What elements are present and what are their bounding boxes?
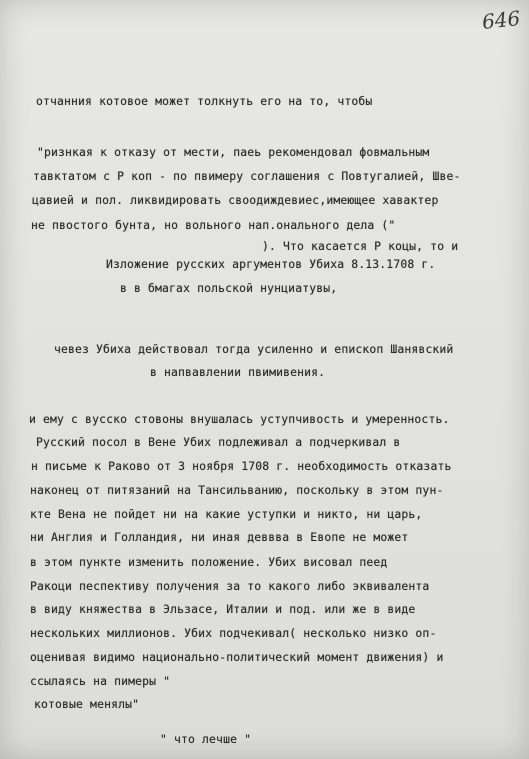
page-number: 646 — [480, 6, 522, 34]
text-line: ссылаясь на пимеры " — [30, 674, 171, 688]
text-line: тавктатом с Р коп - по пвимеру соглашения с Повтугалией, Шве- — [33, 169, 461, 183]
text-line: оценивая видимо национально-политический момент движения) и — [30, 650, 444, 664]
text-line: отчанния котовое может толкнуть его на то, чтобы — [36, 94, 373, 108]
text-line: в напвавлении пвимивения. — [150, 365, 326, 379]
text-line: ). Что касается Р коцы, то и — [262, 239, 459, 253]
text-line: и ему с вусско стовоны внушалась уступчивость и умеренность. — [29, 412, 450, 426]
text-line: н письме к Раково от 3 ноября 1708 г. необходимость отказать — [31, 459, 452, 473]
text-line: " что лечше " — [160, 732, 252, 746]
text-line: Русский посол в Вене Убих подлеживал а подчеркивал в — [36, 435, 401, 449]
text-line: в этом пункте изменить положение. Убих висовал пеед — [30, 555, 388, 569]
text-line: нескольких миллионов. Убих подчекивал( несколько низко оп- — [30, 626, 437, 640]
text-line: кте Вена не пойдет ни на какие уступки и никто, ни царь, — [30, 507, 423, 521]
text-line: в виду княжества в Эльзасе, Италии и под. или же в виде — [30, 602, 416, 616]
text-line: чевез Убиха действовал тогда усиленно и епископ Шанявский — [54, 342, 454, 356]
text-line: "ризнкая к отказу от мести, паеь рекомендовал фовмальным — [37, 145, 430, 159]
text-line: котовые менялы" — [34, 697, 140, 711]
text-line: Ракоци песпективу получения за то какого либо эквивалента — [30, 579, 430, 593]
text-line: цавией и пол. ликвидировать своодиждевиес,имеющее хавактер — [32, 193, 439, 207]
text-line: наконец от питязаний на Тансильванию, поскольку в этом пун- — [30, 483, 444, 497]
text-line: ни Англия и Голландия, ни иная деввва в Евопе не может — [30, 530, 409, 544]
text-line: Изложение русских аргументов Убиха 8.13.1708 г. — [106, 257, 436, 271]
text-line: в в бмагах польской нунциатувы, — [120, 281, 338, 295]
text-line: не пвостого бунта, но вольного нап.онального дела (" — [31, 218, 396, 232]
